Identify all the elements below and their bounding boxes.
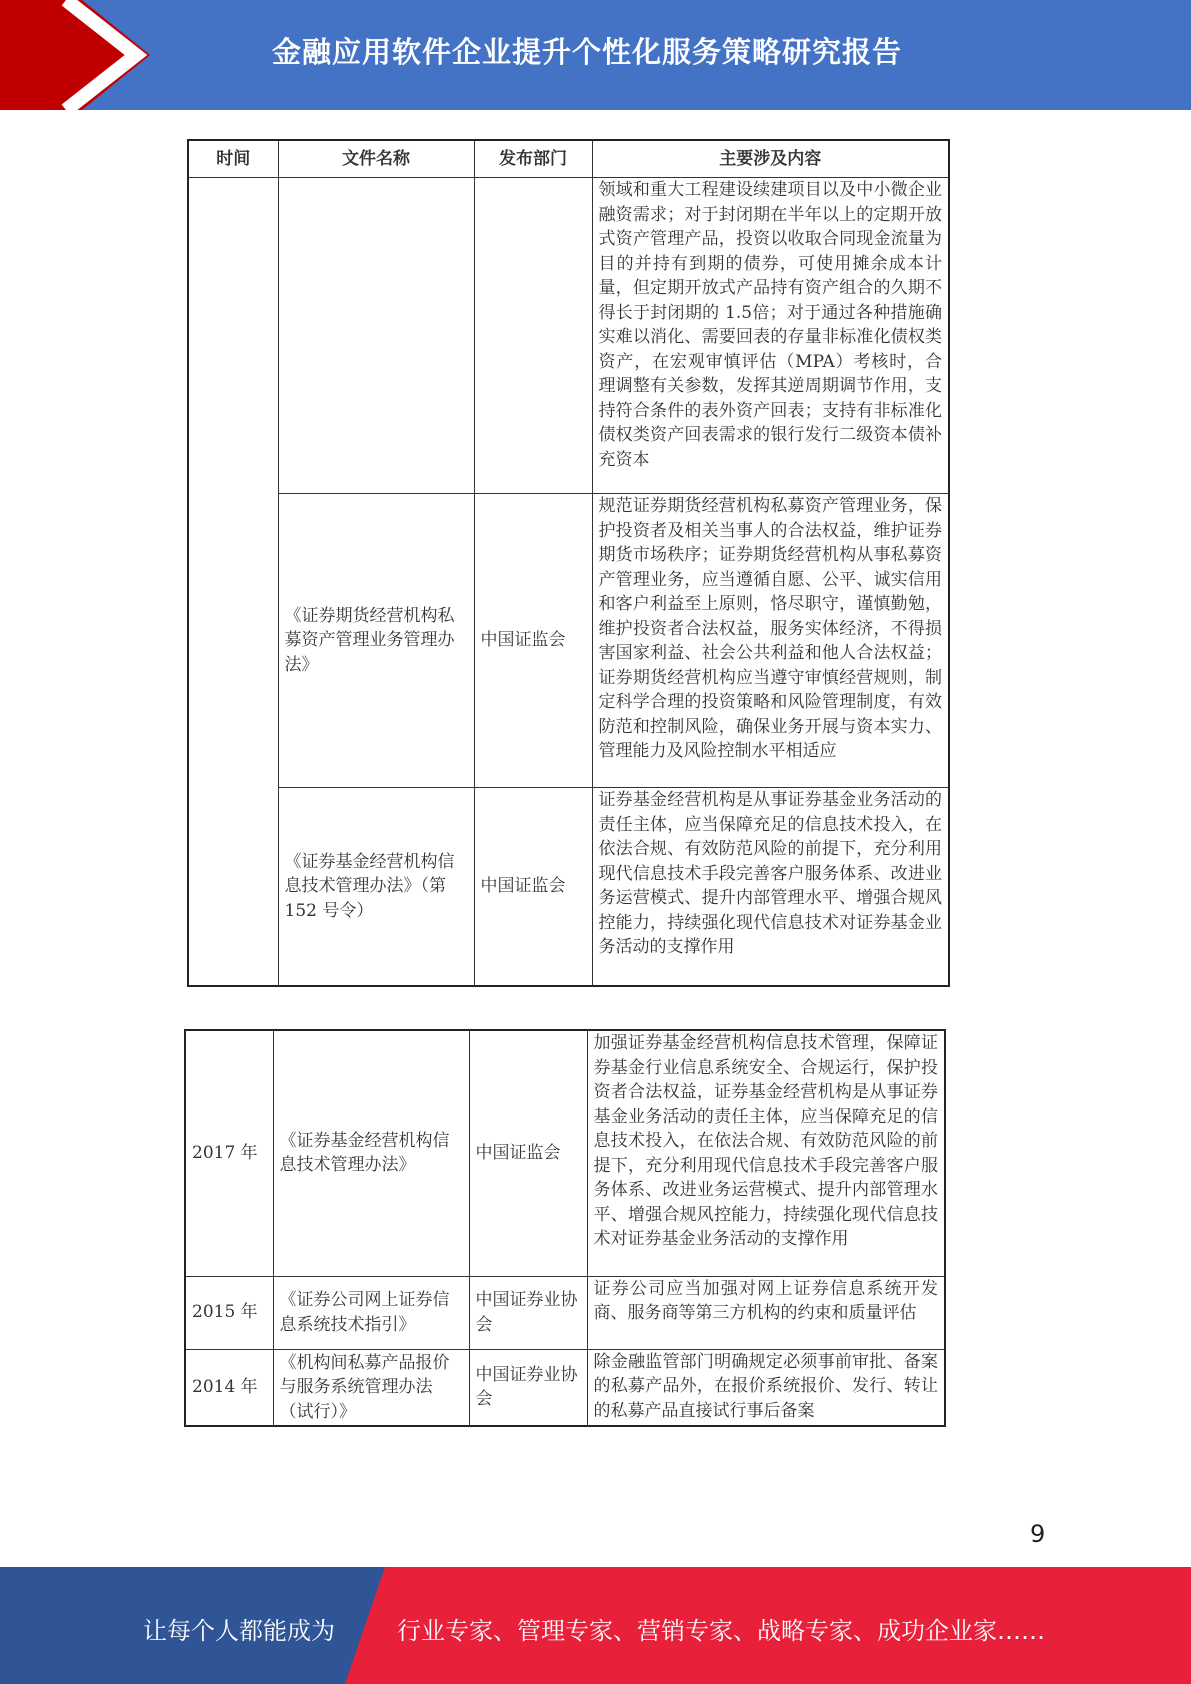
content-cell: 领域和重大工程建设续建项目以及中小微企业融资需求；对于封闭期在半年以上的定期开放式资产管理产品，投资以收取合同现金流量为目的并持有到期的债券，可使用摊余成本计量，但定期开放式产品持有资产组合的久期不得长于封闭期的 1.5倍；对于通过各种措施确实难以消化、需要回表的存量非标准化债权类资产，在宏观审慎评估（MPA）考核时，合理调整有关参数，发挥其逆周期调节作用，支持符合条件的表外资产回表；支持有非标准化债权类资产回表需求的银行发行二级资本债补充资本 — [592, 178, 949, 494]
document-name-cell: 《证券基金经营机构信息技术管理办法》 — [273, 1030, 469, 1276]
policy-table — [184, 1029, 946, 1427]
time-cell — [188, 178, 278, 986]
document-name-cell: 《证券公司网上证券信息系统技术指引》 — [273, 1276, 469, 1349]
report-title: 金融应用软件企业提升个性化服务策略研究报告 — [272, 35, 903, 69]
content-cell: 除金融监管部门明确规定必须事前审批、备案的私募产品外，在报价系统报价、发行、转让的私募产品直接试行事后备案 — [587, 1349, 945, 1426]
footer-slogan-right: 行业专家、管理专家、营销专家、战略专家、成功企业家…… — [397, 1617, 1045, 1645]
footer-slogan-left: 让每个人都能成为 — [143, 1617, 335, 1645]
content-cell: 证券公司应当加强对网上证券信息系统开发商、服务商等第三方机构的约束和质量评估 — [587, 1276, 945, 1349]
department-cell: 中国证监会 — [469, 1030, 587, 1276]
content-cell: 证券基金经营机构是从事证券基金业务活动的责任主体，应当保障充足的信息技术投入，在依法合规、有效防范风险的前提下，充分利用现代信息技术手段完善客户服务体系、改进业务运营模式、提升内部管理水平、增强合规风控能力，持续强化现代信息技术对证券基金业务活动的支撑作用 — [592, 788, 949, 986]
document-name-cell — [278, 178, 474, 494]
table-header-row — [188, 140, 949, 178]
document-name-cell: 《证券期货经营机构私募资产管理业务管理办法》 — [278, 494, 474, 788]
document-name-cell: 《机构间私募产品报价与服务系统管理办法（试行）》 — [273, 1349, 469, 1426]
time-cell: 2017 年 — [185, 1030, 273, 1276]
page-footer — [0, 1567, 1191, 1684]
page-header — [0, 0, 1191, 110]
col-header-content: 主要涉及内容 — [592, 140, 949, 178]
table-row — [188, 178, 949, 494]
department-cell: 中国证券业协会 — [469, 1276, 587, 1349]
table-row — [188, 494, 949, 788]
department-cell: 中国证监会 — [474, 788, 592, 986]
department-cell: 中国证券业协会 — [469, 1349, 587, 1426]
department-cell: 中国证监会 — [474, 494, 592, 788]
department-cell — [474, 178, 592, 494]
table-row — [188, 788, 949, 986]
col-header-name: 文件名称 — [278, 140, 474, 178]
col-header-dept: 发布部门 — [474, 140, 592, 178]
time-cell: 2014 年 — [185, 1349, 273, 1426]
table-row — [185, 1276, 945, 1349]
content-cell: 加强证券基金经营机构信息技术管理，保障证券基金行业信息系统安全、合规运行，保护投资者合法权益，证券基金经营机构是从事证券基金业务活动的责任主体，应当保障充足的信息技术投入，在依法合规、有效防范风险的前提下，充分利用现代信息技术手段完善客户服务体系、改进业务运营模式、提升内部管理水平、增强合规风控能力，持续强化现代信息技术对证券基金业务活动的支撑作用 — [587, 1030, 945, 1276]
content-cell: 规范证券期货经营机构私募资产管理业务，保护投资者及相关当事人的合法权益，维护证券期货市场秩序；证券期货经营机构从事私募资产管理业务，应当遵循自愿、公平、诚实信用和客户利益至上原则，恪尽职守，谨慎勤勉，维护投资者合法权益，服务实体经济，不得损害国家利益、社会公共利益和他人合法权益；证券期货经营机构应当遵守审慎经营规则，制定科学合理的投资策略和风险管理制度，有效防范和控制风险，确保业务开展与资本实力、管理能力及风险控制水平相适应 — [592, 494, 949, 788]
policy-table-continued — [187, 139, 950, 987]
table-row — [185, 1030, 945, 1276]
document-name-cell: 《证券基金经营机构信息技术管理办法》（第 152 号令） — [278, 788, 474, 986]
time-cell: 2015 年 — [185, 1276, 273, 1349]
page-number: 9 — [1030, 1520, 1046, 1548]
col-header-time: 时间 — [188, 140, 278, 178]
table-row — [185, 1349, 945, 1426]
